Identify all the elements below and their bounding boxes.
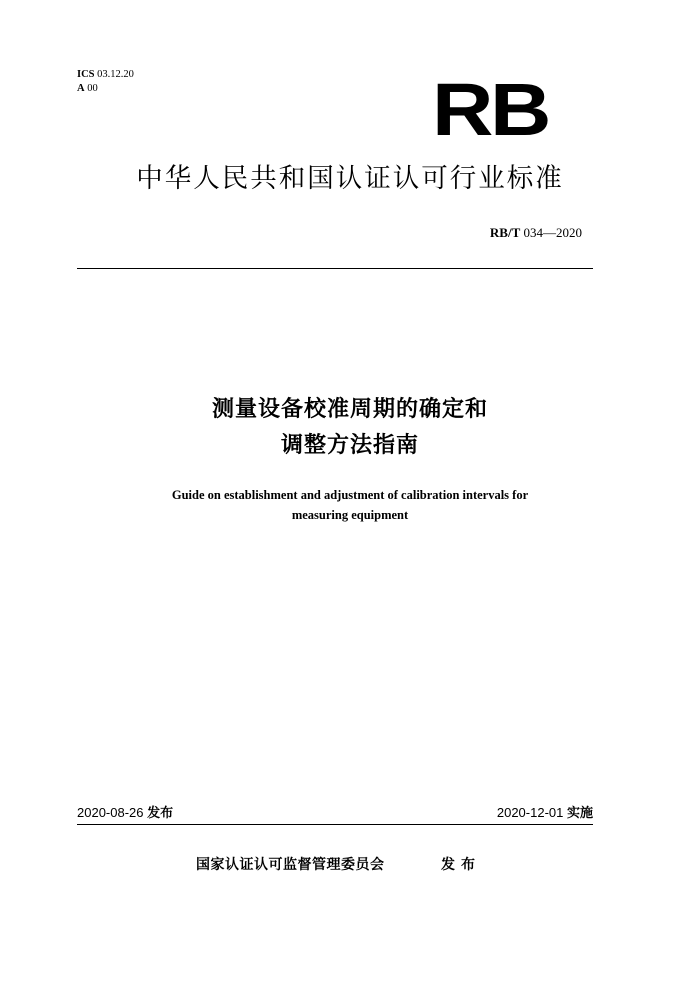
issue-date-value: 2020-08-26 [77, 805, 144, 820]
ccs-letter: A [77, 83, 85, 94]
standard-number-prefix: RB/T [489, 225, 521, 240]
issuing-action: 发布 [441, 857, 481, 873]
rb-logo: RB [432, 68, 549, 151]
ccs-code-line [77, 82, 134, 96]
ics-code: 03.12.20 [97, 69, 134, 80]
issuing-authority: 国家认证认可监督管理委员会 [196, 857, 385, 873]
issue-date [77, 802, 173, 821]
bottom-divider [77, 824, 593, 825]
standard-number [490, 225, 582, 241]
implementation-date-label: 实施 [566, 806, 593, 821]
english-title [0, 485, 700, 525]
ccs-code: 00 [87, 83, 98, 94]
document-title [0, 392, 700, 464]
document-title-line2: 调整方法指南 [280, 433, 419, 458]
standard-category-title: 中华人民共和国认证认可行业标准 [136, 163, 564, 194]
standard-number-value: 034—2020 [523, 225, 582, 240]
ics-code-line [77, 68, 134, 82]
implementation-date-value: 2020-12-01 [496, 805, 564, 820]
issue-date-label: 发布 [147, 806, 174, 821]
ics-label: ICS [77, 69, 95, 80]
document-title-line1: 测量设备校准周期的确定和 [211, 397, 488, 422]
implementation-date [497, 802, 593, 821]
english-title-line2: measuring equipment [291, 508, 409, 522]
english-title-line1: Guide on establishment and adjustment of calibration intervals for [171, 488, 529, 502]
top-divider [77, 268, 593, 269]
classification-codes [77, 68, 134, 96]
